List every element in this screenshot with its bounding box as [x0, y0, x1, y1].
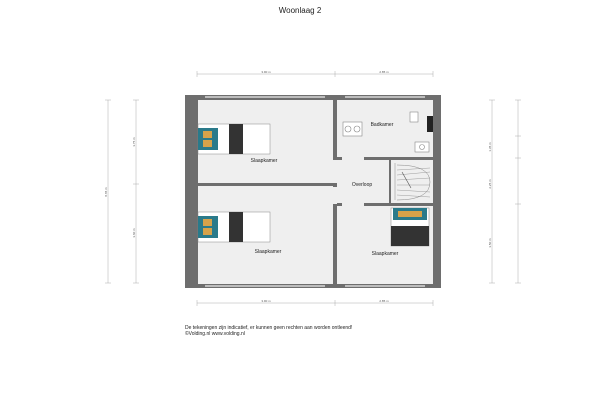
dimension-label-left-total: 8.65 m — [104, 187, 108, 197]
toilet-icon — [410, 112, 418, 122]
window-top-right — [345, 96, 425, 98]
dimension-left — [105, 100, 139, 283]
window-top-left — [205, 96, 325, 98]
shower-icon — [427, 116, 433, 132]
dimension-label-top-left: 3.90 m — [261, 70, 271, 74]
room-label-bedroom-top-left: Slaapkamer — [250, 158, 278, 164]
dimension-label-bottom-right: 2.85 m — [379, 299, 389, 303]
outer-wall-right — [433, 95, 441, 288]
sink-icon — [343, 122, 362, 136]
dimension-label-top-right: 2.85 m — [379, 70, 389, 74]
window-bottom-right — [345, 285, 425, 287]
door-opening-bedroom2 — [333, 187, 337, 204]
disclaimer-line-1: De tekeningen zijn indicatief, er kunnen geen rechten aan worden ontleend! — [185, 325, 353, 331]
dimension-label-right-3: 3.50 m — [488, 238, 492, 248]
room-label-bedroom-bottom-left: Slaapkamer — [254, 249, 282, 255]
bed-icon — [198, 124, 270, 154]
door-opening-bedroom3 — [342, 203, 364, 206]
dimension-label-left-upper: 3.75 m — [132, 137, 136, 147]
bed-icon — [198, 212, 270, 242]
dimension-top — [197, 71, 433, 77]
dimension-label-bottom-left: 3.90 m — [261, 299, 271, 303]
floor-title: Woonlaag 2 — [278, 6, 322, 15]
outer-wall-left — [185, 95, 198, 288]
room-label-bedroom-bottom-right: Slaapkamer — [371, 251, 399, 257]
bed-icon — [391, 208, 429, 246]
door-opening-bathroom — [342, 157, 364, 160]
door-opening-bedroom1 — [333, 160, 337, 183]
wall-stair-left — [389, 160, 391, 203]
disclaimer — [185, 325, 352, 337]
dimension-label-left-lower: 3.60 m — [132, 228, 136, 238]
room-label-landing: Overloop — [351, 182, 373, 188]
dimension-label-right-1: 1.35 m — [488, 142, 492, 152]
disclaimer-line-2: ©Volding.nl www.volding.nl — [185, 331, 245, 337]
washbasin-icon — [415, 142, 429, 152]
dimension-bottom — [197, 300, 433, 306]
room-label-bathroom: Badkamer — [370, 122, 394, 128]
wall-left-horizontal — [198, 183, 333, 186]
dimension-label-right-2: 2.25 m — [488, 179, 492, 189]
window-bottom-left — [205, 285, 325, 287]
dimension-right — [489, 100, 521, 283]
